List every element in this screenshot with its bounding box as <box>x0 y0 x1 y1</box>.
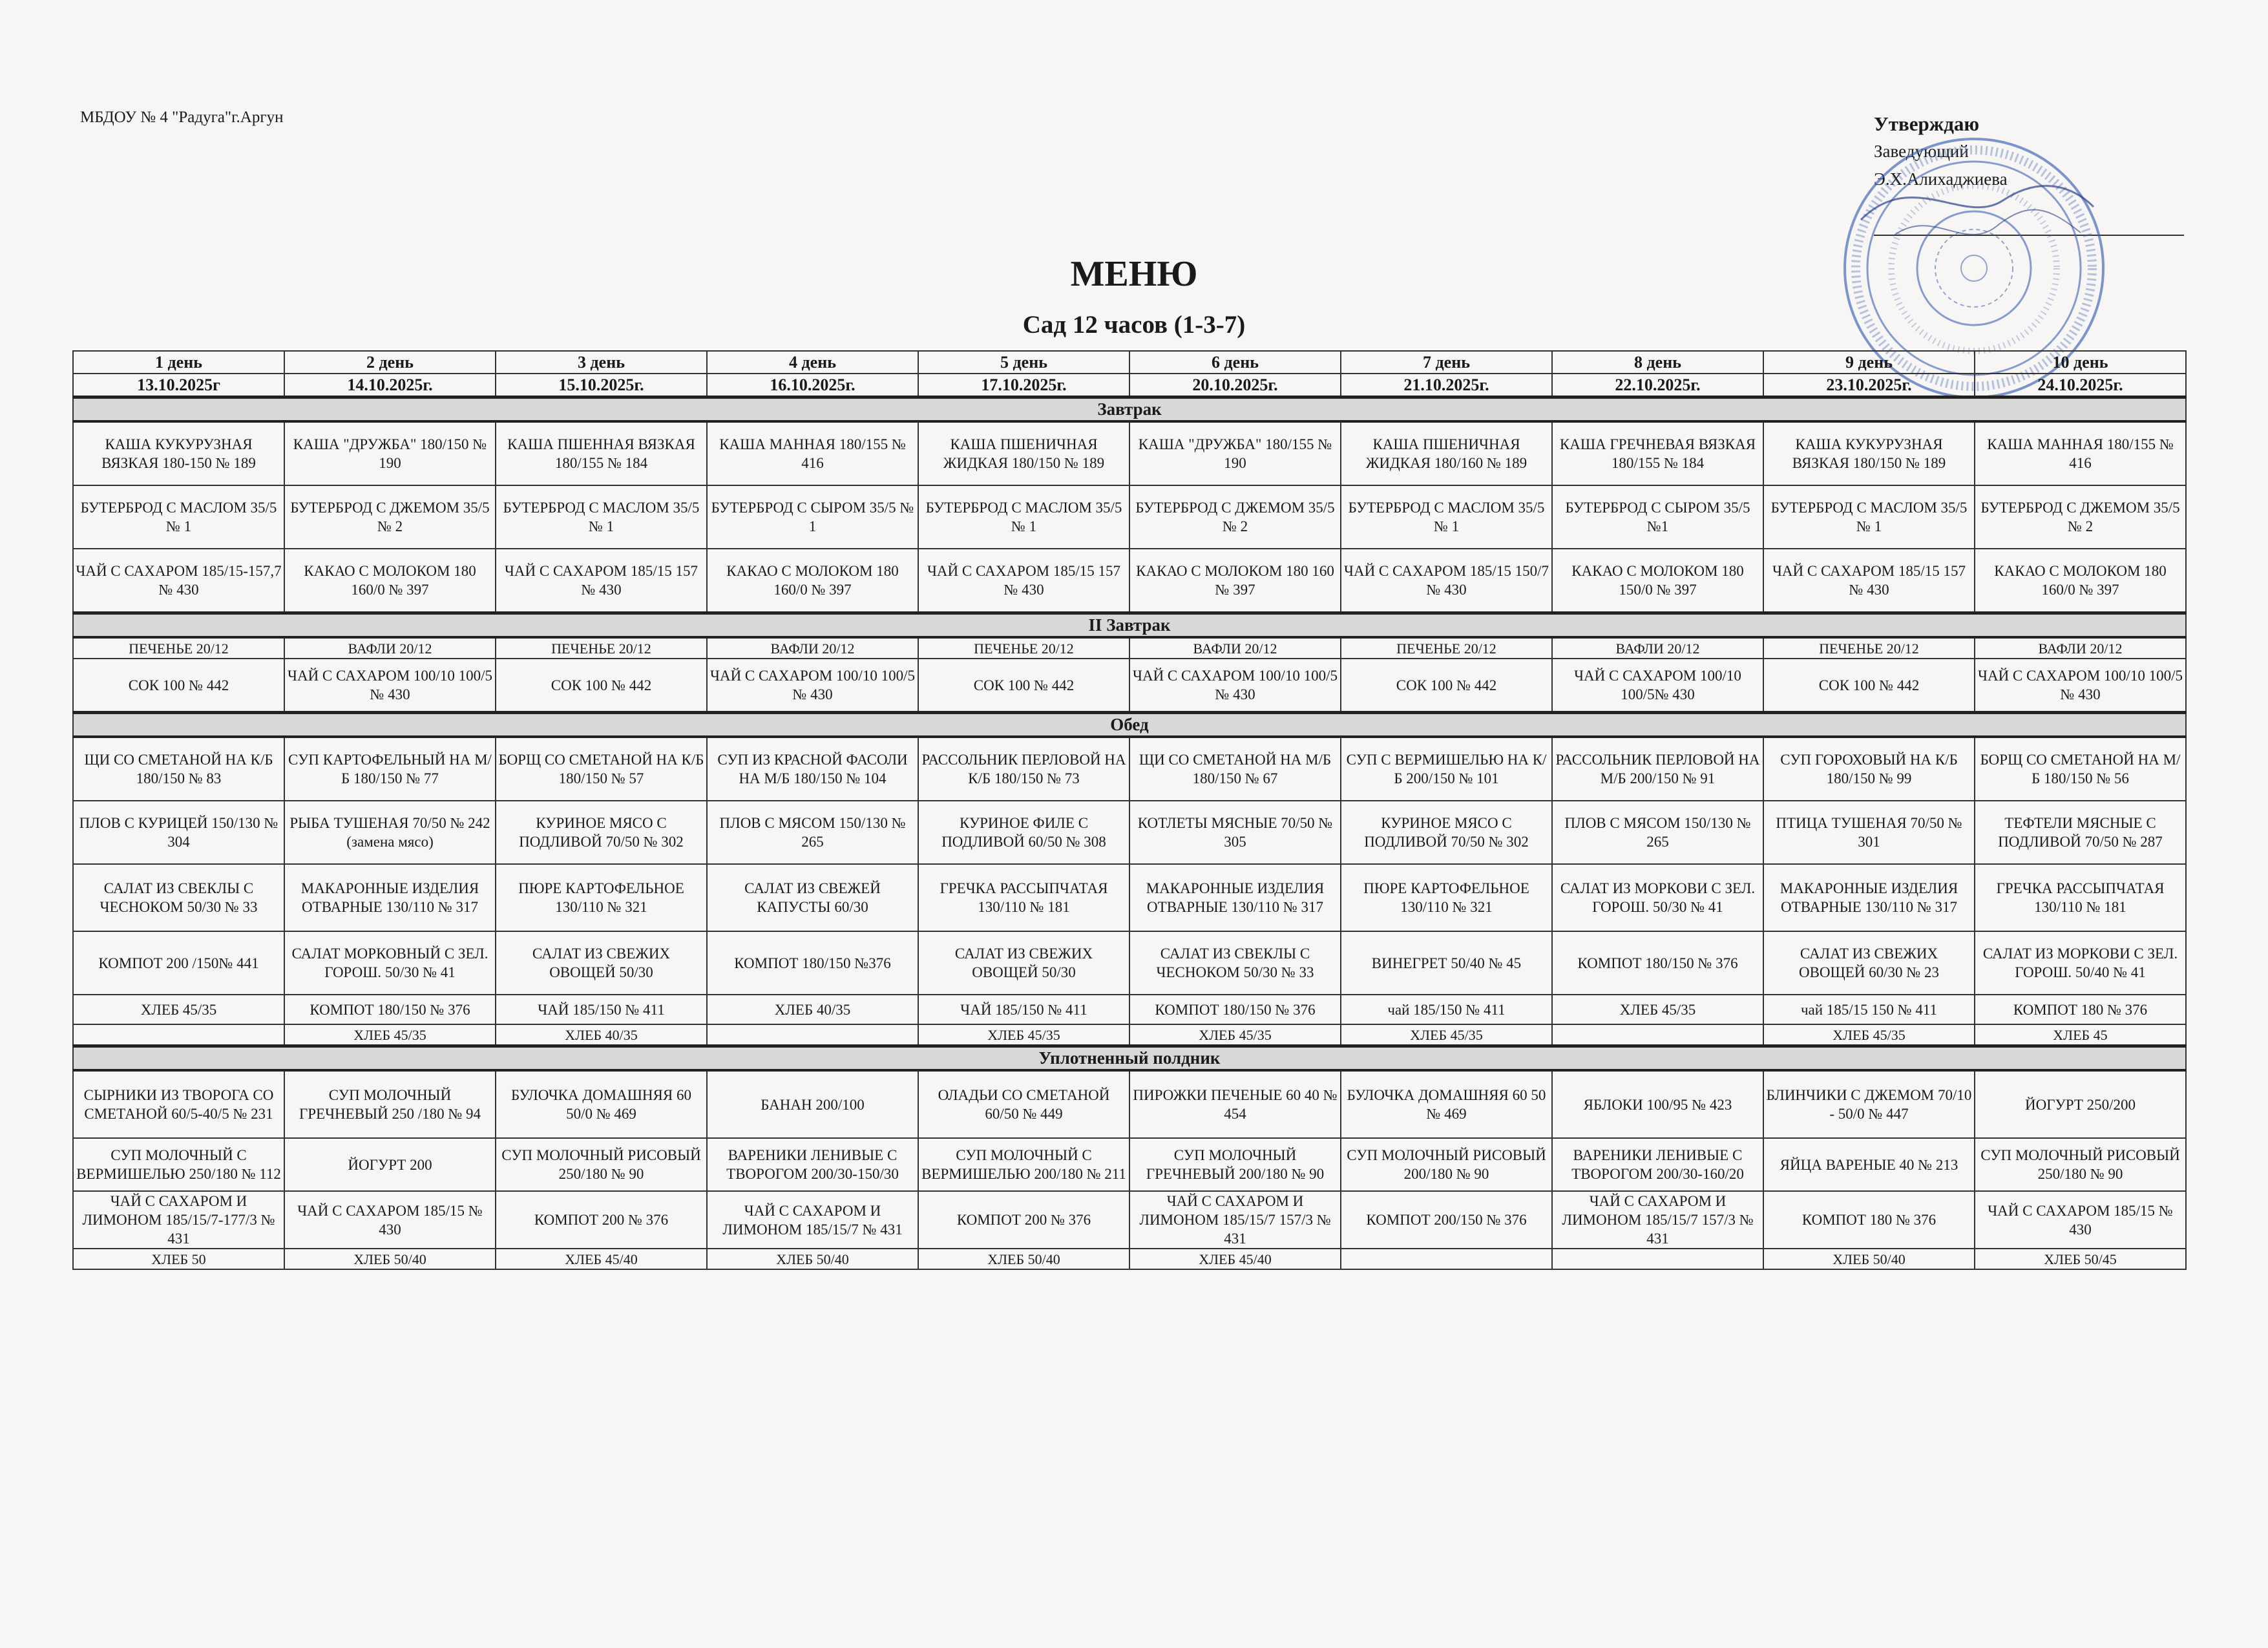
menu-cell: КОМПОТ 180/150 №376 <box>707 931 918 995</box>
date-header-row <box>73 374 2186 397</box>
menu-cell: СУП МОЛОЧНЫЙ РИСОВЫЙ 200/180 № 90 <box>1341 1138 1552 1191</box>
menu-cell: ЧАЙ С САХАРОМ И ЛИМОНОМ 185/15/7 157/3 № 431 <box>1552 1191 1763 1249</box>
menu-row <box>73 485 2186 549</box>
menu-cell <box>707 1024 918 1046</box>
organization-name: МБДОУ № 4 "Радуга"г.Аргун <box>80 109 284 126</box>
menu-row <box>73 995 2186 1024</box>
menu-cell: СУП МОЛОЧНЫЙ РИСОВЫЙ 250/180 № 90 <box>496 1138 707 1191</box>
menu-cell: ЧАЙ С САХАРОМ 185/15-157,7 № 430 <box>73 549 284 613</box>
menu-cell <box>73 1024 284 1046</box>
menu-cell: РАССОЛЬНИК ПЕРЛОВОЙ НА М/Б 200/150 № 91 <box>1552 737 1763 801</box>
menu-cell: ХЛЕБ 45/35 <box>918 1024 1129 1046</box>
menu-table <box>72 350 2187 1270</box>
menu-cell: КАША МАННАЯ 180/155 № 416 <box>707 421 918 485</box>
menu-row <box>73 801 2186 864</box>
menu-cell: ЧАЙ С САХАРОМ 185/15 150/7 № 430 <box>1341 549 1552 613</box>
menu-cell: ЧАЙ С САХАРОМ 100/10 100/5 № 430 <box>1975 659 2186 713</box>
menu-cell: БУТЕРБРОД С МАСЛОМ 35/5 № 1 <box>1341 485 1552 549</box>
section-title: Уплотненный полдник <box>73 1046 2186 1071</box>
menu-cell: ПЛОВ С КУРИЦЕЙ 150/130 № 304 <box>73 801 284 864</box>
menu-cell: ХЛЕБ 45/40 <box>1129 1249 1341 1269</box>
menu-cell: САЛАТ МОРКОВНЫЙ С ЗЕЛ. ГОРОШ. 50/30 № 41 <box>284 931 496 995</box>
menu-cell: САЛАТ ИЗ СВЕЖИХ ОВОЩЕЙ 50/30 <box>496 931 707 995</box>
menu-cell: ВАРЕНИКИ ЛЕНИВЫЕ С ТВОРОГОМ 200/30-160/20 <box>1552 1138 1763 1191</box>
menu-cell: ЙОГУРТ 250/200 <box>1975 1070 2186 1138</box>
menu-cell <box>1341 1249 1552 1269</box>
date-header: 22.10.2025г. <box>1552 374 1763 397</box>
menu-cell: ЧАЙ 185/150 № 411 <box>918 995 1129 1024</box>
menu-cell: РЫБА ТУШЕНАЯ 70/50 № 242 (замена мясо) <box>284 801 496 864</box>
menu-cell: БУТЕРБРОД С ДЖЕМОМ 35/5 № 2 <box>1129 485 1341 549</box>
menu-cell: КУРИНОЕ МЯСО С ПОДЛИВОЙ 70/50 № 302 <box>1341 801 1552 864</box>
menu-cell: ХЛЕБ 50/40 <box>1763 1249 1975 1269</box>
menu-cell: ГРЕЧКА РАССЫПЧАТАЯ 130/110 № 181 <box>918 864 1129 931</box>
approval-name: Э.Х.Алихаджиева <box>1874 169 2008 189</box>
menu-cell: ЧАЙ 185/150 № 411 <box>496 995 707 1024</box>
menu-cell: ВАФЛИ 20/12 <box>1129 637 1341 659</box>
menu-cell: СОК 100 № 442 <box>918 659 1129 713</box>
menu-cell: КОМПОТ 200 № 376 <box>496 1191 707 1249</box>
menu-cell: КАША ПШЕННАЯ ВЯЗКАЯ 180/155 № 184 <box>496 421 707 485</box>
menu-row <box>73 1070 2186 1138</box>
menu-cell: ПЕЧЕНЬЕ 20/12 <box>496 637 707 659</box>
menu-cell: ХЛЕБ 50/40 <box>707 1249 918 1269</box>
date-header: 17.10.2025г. <box>918 374 1129 397</box>
menu-cell: ЯЙЦА ВАРЕНЫЕ 40 № 213 <box>1763 1138 1975 1191</box>
menu-cell: КАКАО С МОЛОКОМ 180 160/0 № 397 <box>1975 549 2186 613</box>
menu-cell: чай 185/150 № 411 <box>1341 995 1552 1024</box>
menu-cell: САЛАТ ИЗ СВЕЖИХ ОВОЩЕЙ 50/30 <box>918 931 1129 995</box>
menu-cell: ЩИ СО СМЕТАНОЙ НА М/Б 180/150 № 67 <box>1129 737 1341 801</box>
day-header: 1 день <box>73 351 284 374</box>
date-header: 20.10.2025г. <box>1129 374 1341 397</box>
menu-cell: ХЛЕБ 45/35 <box>1763 1024 1975 1046</box>
menu-cell: СОК 100 № 442 <box>1763 659 1975 713</box>
menu-cell: ХЛЕБ 50/45 <box>1975 1249 2186 1269</box>
menu-cell: СОК 100 № 442 <box>1341 659 1552 713</box>
page-title: МЕНЮ <box>1070 254 1198 294</box>
menu-cell: ЧАЙ С САХАРОМ И ЛИМОНОМ 185/15/7 № 431 <box>707 1191 918 1249</box>
menu-cell: СУП КАРТОФЕЛЬНЫЙ НА М/Б 180/150 № 77 <box>284 737 496 801</box>
menu-cell: КАША ПШЕНИЧНАЯ ЖИДКАЯ 180/160 № 189 <box>1341 421 1552 485</box>
menu-cell: КУРИНОЕ МЯСО С ПОДЛИВОЙ 70/50 № 302 <box>496 801 707 864</box>
day-header-row <box>73 351 2186 374</box>
day-header: 5 день <box>918 351 1129 374</box>
menu-cell: КАКАО С МОЛОКОМ 180 160/0 № 397 <box>284 549 496 613</box>
menu-row <box>73 737 2186 801</box>
menu-cell: МАКАРОННЫЕ ИЗДЕЛИЯ ОТВАРНЫЕ 130/110 № 317 <box>1129 864 1341 931</box>
menu-cell: РАССОЛЬНИК ПЕРЛОВОЙ НА К/Б 180/150 № 73 <box>918 737 1129 801</box>
approval-title: Утверждаю <box>1874 112 1980 135</box>
menu-cell: БУЛОЧКА ДОМАШНЯЯ 60 50 № 469 <box>1341 1070 1552 1138</box>
date-header: 14.10.2025г. <box>284 374 496 397</box>
menu-cell: БОРЩ СО СМЕТАНОЙ НА М/Б 180/150 № 56 <box>1975 737 2186 801</box>
menu-cell <box>1552 1249 1763 1269</box>
menu-cell: ПЕЧЕНЬЕ 20/12 <box>1341 637 1552 659</box>
menu-cell: БУТЕРБРОД С МАСЛОМ 35/5 № 1 <box>496 485 707 549</box>
date-header: 21.10.2025г. <box>1341 374 1552 397</box>
menu-cell: КОМПОТ 180 № 376 <box>1763 1191 1975 1249</box>
menu-cell: БУТЕРБРОД С СЫРОМ 35/5 №1 <box>1552 485 1763 549</box>
menu-cell: ЯБЛОКИ 100/95 № 423 <box>1552 1070 1763 1138</box>
menu-cell: КАША КУКУРУЗНАЯ ВЯЗКАЯ 180-150 № 189 <box>73 421 284 485</box>
day-header: 3 день <box>496 351 707 374</box>
menu-cell: ЧАЙ С САХАРОМ 185/15 № 430 <box>1975 1191 2186 1249</box>
menu-cell: КОМПОТ 180/150 № 376 <box>1552 931 1763 995</box>
menu-cell: ВАФЛИ 20/12 <box>1975 637 2186 659</box>
menu-cell: ЧАЙ С САХАРОМ 185/15 № 430 <box>284 1191 496 1249</box>
day-header: 7 день <box>1341 351 1552 374</box>
menu-row <box>73 421 2186 485</box>
menu-cell: ХЛЕБ 40/35 <box>707 995 918 1024</box>
menu-row <box>73 659 2186 713</box>
menu-cell: САЛАТ ИЗ МОРКОВИ С ЗЕЛ. ГОРОШ. 50/30 № 41 <box>1552 864 1763 931</box>
day-header: 8 день <box>1552 351 1763 374</box>
menu-cell: МАКАРОННЫЕ ИЗДЕЛИЯ ОТВАРНЫЕ 130/110 № 317 <box>284 864 496 931</box>
menu-cell: ЧАЙ С САХАРОМ 100/10 100/5 № 430 <box>1129 659 1341 713</box>
menu-cell: ХЛЕБ 45/35 <box>1341 1024 1552 1046</box>
menu-cell: ЧАЙ С САХАРОМ 185/15 157 № 430 <box>1763 549 1975 613</box>
menu-cell: КАША КУКУРУЗНАЯ ВЯЗКАЯ 180/150 № 189 <box>1763 421 1975 485</box>
menu-cell: СЫРНИКИ ИЗ ТВОРОГА СО СМЕТАНОЙ 60/5-40/5 № 231 <box>73 1070 284 1138</box>
menu-cell: ВАРЕНИКИ ЛЕНИВЫЕ С ТВОРОГОМ 200/30-150/30 <box>707 1138 918 1191</box>
menu-cell: СУП ИЗ КРАСНОЙ ФАСОЛИ НА М/Б 180/150 № 104 <box>707 737 918 801</box>
menu-cell: ПЛОВ С МЯСОМ 150/130 № 265 <box>707 801 918 864</box>
section-title: Завтрак <box>73 397 2186 422</box>
menu-cell: ХЛЕБ 45/40 <box>496 1249 707 1269</box>
menu-cell: БУТЕРБРОД С МАСЛОМ 35/5 № 1 <box>1763 485 1975 549</box>
menu-cell: СУП С ВЕРМИШЕЛЬЮ НА К/Б 200/150 № 101 <box>1341 737 1552 801</box>
section-snack <box>73 1046 2186 1071</box>
menu-cell: БУЛОЧКА ДОМАШНЯЯ 60 50/0 № 469 <box>496 1070 707 1138</box>
day-header: 9 день <box>1763 351 1975 374</box>
menu-cell: СУП МОЛОЧНЫЙ С ВЕРМИШЕЛЬЮ 200/180 № 211 <box>918 1138 1129 1191</box>
menu-cell: ОЛАДЬИ СО СМЕТАНОЙ 60/50 № 449 <box>918 1070 1129 1138</box>
menu-cell: КАША "ДРУЖБА" 180/150 № 190 <box>284 421 496 485</box>
menu-cell: ПИРОЖКИ ПЕЧЕНЫЕ 60 40 № 454 <box>1129 1070 1341 1138</box>
day-header: 10 день <box>1975 351 2186 374</box>
menu-cell: ХЛЕБ 50/40 <box>284 1249 496 1269</box>
approval-role: Заведующий <box>1874 142 1969 161</box>
menu-cell: СУП МОЛОЧНЫЙ ГРЕЧНЕВЫЙ 200/180 № 90 <box>1129 1138 1341 1191</box>
menu-cell: ПЕЧЕНЬЕ 20/12 <box>73 637 284 659</box>
menu-cell: СУП ГОРОХОВЫЙ НА К/Б 180/150 № 99 <box>1763 737 1975 801</box>
menu-cell: БУТЕРБРОД С СЫРОМ 35/5 № 1 <box>707 485 918 549</box>
menu-cell: МАКАРОННЫЕ ИЗДЕЛИЯ ОТВАРНЫЕ 130/110 № 317 <box>1763 864 1975 931</box>
menu-cell: ЧАЙ С САХАРОМ И ЛИМОНОМ 185/15/7 157/3 № 431 <box>1129 1191 1341 1249</box>
menu-cell: КОМПОТ 180/150 № 376 <box>284 995 496 1024</box>
menu-cell: БЛИНЧИКИ С ДЖЕМОМ 70/10 - 50/0 № 447 <box>1763 1070 1975 1138</box>
day-header: 2 день <box>284 351 496 374</box>
menu-cell: ЩИ СО СМЕТАНОЙ НА К/Б 180/150 № 83 <box>73 737 284 801</box>
date-header: 13.10.2025г <box>73 374 284 397</box>
menu-cell: КОТЛЕТЫ МЯСНЫЕ 70/50 № 305 <box>1129 801 1341 864</box>
menu-row <box>73 637 2186 659</box>
menu-cell: ТЕФТЕЛИ МЯСНЫЕ С ПОДЛИВОЙ 70/50 № 287 <box>1975 801 2186 864</box>
menu-cell: БУТЕРБРОД С ДЖЕМОМ 35/5 № 2 <box>1975 485 2186 549</box>
section-second-breakfast <box>73 613 2186 638</box>
menu-cell: ЧАЙ С САХАРОМ 100/10 100/5 № 430 <box>707 659 918 713</box>
menu-cell: САЛАТ ИЗ СВЕКЛЫ С ЧЕСНОКОМ 50/30 № 33 <box>1129 931 1341 995</box>
menu-cell: ХЛЕБ 50 <box>73 1249 284 1269</box>
menu-cell: САЛАТ ИЗ СВЕКЛЫ С ЧЕСНОКОМ 50/30 № 33 <box>73 864 284 931</box>
section-breakfast <box>73 397 2186 422</box>
menu-cell: КАКАО С МОЛОКОМ 180 160 № 397 <box>1129 549 1341 613</box>
menu-cell: ХЛЕБ 40/35 <box>496 1024 707 1046</box>
menu-cell: КАКАО С МОЛОКОМ 180 160/0 № 397 <box>707 549 918 613</box>
menu-cell: КАША ПШЕНИЧНАЯ ЖИДКАЯ 180/150 № 189 <box>918 421 1129 485</box>
menu-row <box>73 1249 2186 1269</box>
date-header: 23.10.2025г. <box>1763 374 1975 397</box>
menu-cell: КАКАО С МОЛОКОМ 180 150/0 № 397 <box>1552 549 1763 613</box>
date-header: 24.10.2025г. <box>1975 374 2186 397</box>
menu-row <box>73 549 2186 613</box>
menu-cell: САЛАТ ИЗ МОРКОВИ С ЗЕЛ. ГОРОШ. 50/40 № 41 <box>1975 931 2186 995</box>
date-header: 15.10.2025г. <box>496 374 707 397</box>
menu-cell: ПЮРЕ КАРТОФЕЛЬНОЕ 130/110 № 321 <box>496 864 707 931</box>
menu-cell: ЧАЙ С САХАРОМ 100/10 100/5№ 430 <box>1552 659 1763 713</box>
menu-cell: ЧАЙ С САХАРОМ 100/10 100/5 № 430 <box>284 659 496 713</box>
menu-cell: ПЛОВ С МЯСОМ 150/130 № 265 <box>1552 801 1763 864</box>
menu-row <box>73 1024 2186 1046</box>
menu-cell: САЛАТ ИЗ СВЕЖИХ ОВОЩЕЙ 60/30 № 23 <box>1763 931 1975 995</box>
menu-row <box>73 931 2186 995</box>
menu-cell: ХЛЕБ 45/35 <box>1552 995 1763 1024</box>
menu-cell: ХЛЕБ 45/35 <box>73 995 284 1024</box>
menu-cell: КАША ГРЕЧНЕВАЯ ВЯЗКАЯ 180/155 № 184 <box>1552 421 1763 485</box>
menu-cell: СУП МОЛОЧНЫЙ ГРЕЧНЕВЫЙ 250 /180 № 94 <box>284 1070 496 1138</box>
menu-cell: СОК 100 № 442 <box>73 659 284 713</box>
menu-cell: БУТЕРБРОД С ДЖЕМОМ 35/5 № 2 <box>284 485 496 549</box>
section-title: II Завтрак <box>73 613 2186 638</box>
menu-cell: КУРИНОЕ ФИЛЕ С ПОДЛИВОЙ 60/50 № 308 <box>918 801 1129 864</box>
day-header: 4 день <box>707 351 918 374</box>
menu-cell: ЧАЙ С САХАРОМ 185/15 157 № 430 <box>496 549 707 613</box>
menu-cell: ХЛЕБ 45 <box>1975 1024 2186 1046</box>
section-title: Обед <box>73 713 2186 737</box>
menu-cell: КОМПОТ 180/150 № 376 <box>1129 995 1341 1024</box>
menu-cell: КОМПОТ 200 № 376 <box>918 1191 1129 1249</box>
menu-cell: КАША "ДРУЖБА" 180/155 № 190 <box>1129 421 1341 485</box>
menu-cell: ВАФЛИ 20/12 <box>1552 637 1763 659</box>
menu-cell: ПЕЧЕНЬЕ 20/12 <box>1763 637 1975 659</box>
menu-cell: ЙОГУРТ 200 <box>284 1138 496 1191</box>
menu-cell: ЧАЙ С САХАРОМ 185/15 157 № 430 <box>918 549 1129 613</box>
page-subtitle: Сад 12 часов (1-3-7) <box>1022 311 1246 339</box>
menu-cell: КАША МАННАЯ 180/155 № 416 <box>1975 421 2186 485</box>
menu-cell: ХЛЕБ 45/35 <box>1129 1024 1341 1046</box>
menu-cell: ЧАЙ С САХАРОМ И ЛИМОНОМ 185/15/7-177/3 № 431 <box>73 1191 284 1249</box>
menu-cell: ХЛЕБ 50/40 <box>918 1249 1129 1269</box>
menu-cell: САЛАТ ИЗ СВЕЖЕЙ КАПУСТЫ 60/30 <box>707 864 918 931</box>
menu-row <box>73 1191 2186 1249</box>
menu-cell: СОК 100 № 442 <box>496 659 707 713</box>
menu-cell: ГРЕЧКА РАССЫПЧАТАЯ 130/110 № 181 <box>1975 864 2186 931</box>
menu-cell: БАНАН 200/100 <box>707 1070 918 1138</box>
menu-cell: БУТЕРБРОД С МАСЛОМ 35/5 № 1 <box>918 485 1129 549</box>
menu-cell: КОМПОТ 200 /150№ 441 <box>73 931 284 995</box>
menu-cell: КОМПОТ 180 № 376 <box>1975 995 2186 1024</box>
menu-cell: чай 185/15 150 № 411 <box>1763 995 1975 1024</box>
menu-cell: ПЕЧЕНЬЕ 20/12 <box>918 637 1129 659</box>
menu-cell: ПТИЦА ТУШЕНАЯ 70/50 № 301 <box>1763 801 1975 864</box>
menu-cell: БОРЩ СО СМЕТАНОЙ НА К/Б 180/150 № 57 <box>496 737 707 801</box>
menu-cell: ВИНЕГРЕТ 50/40 № 45 <box>1341 931 1552 995</box>
menu-cell: ПЮРЕ КАРТОФЕЛЬНОЕ 130/110 № 321 <box>1341 864 1552 931</box>
menu-row <box>73 1138 2186 1191</box>
menu-cell: ХЛЕБ 45/35 <box>284 1024 496 1046</box>
menu-cell: ВАФЛИ 20/12 <box>707 637 918 659</box>
menu-cell: КОМПОТ 200/150 № 376 <box>1341 1191 1552 1249</box>
menu-row <box>73 864 2186 931</box>
menu-cell: ВАФЛИ 20/12 <box>284 637 496 659</box>
menu-cell: БУТЕРБРОД С МАСЛОМ 35/5 № 1 <box>73 485 284 549</box>
menu-cell <box>1552 1024 1763 1046</box>
date-header: 16.10.2025г. <box>707 374 918 397</box>
day-header: 6 день <box>1129 351 1341 374</box>
menu-cell: СУП МОЛОЧНЫЙ РИСОВЫЙ 250/180 № 90 <box>1975 1138 2186 1191</box>
menu-cell: СУП МОЛОЧНЫЙ С ВЕРМИШЕЛЬЮ 250/180 № 112 <box>73 1138 284 1191</box>
section-lunch <box>73 713 2186 737</box>
